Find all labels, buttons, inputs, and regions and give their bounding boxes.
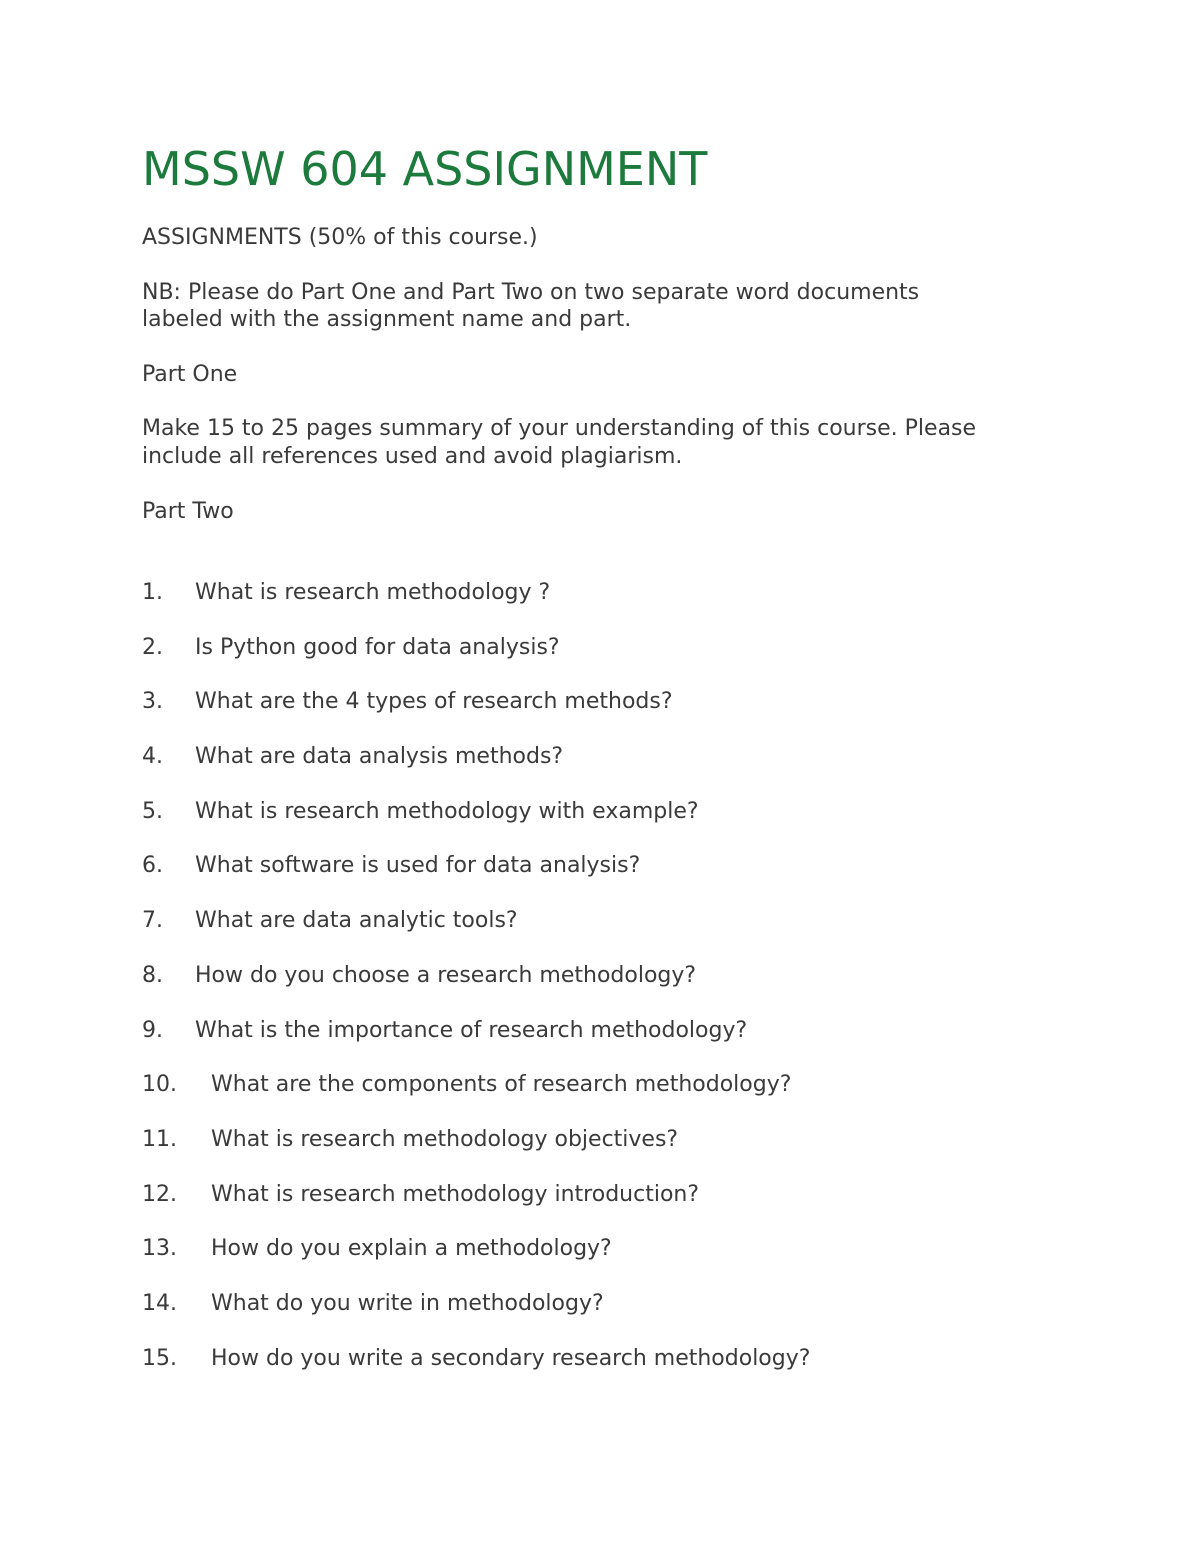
question-text: How do you write a secondary research methodology? [211, 1345, 811, 1371]
assignments-subtitle: ASSIGNMENTS (50% of this course.) [142, 225, 538, 250]
question-number: 10. [142, 1072, 177, 1098]
question-number: 5. [142, 798, 163, 824]
question-number: 9. [142, 1017, 163, 1043]
question-number: 2. [142, 634, 163, 660]
question-text: What do you write in methodology? [211, 1290, 604, 1316]
question-text: How do you explain a methodology? [211, 1236, 612, 1262]
question-number: 15. [142, 1345, 177, 1371]
question-text: What are data analysis methods? [195, 744, 564, 770]
question-number: 3. [142, 689, 163, 715]
question-text: What is research methodology ? [195, 580, 551, 605]
question-text: What is research methodology introduction? [211, 1181, 700, 1207]
question-text: What software is used for data analysis? [195, 853, 641, 879]
question-number: 6. [142, 853, 163, 879]
question-text: What are data analytic tools? [195, 908, 518, 934]
question-number: 8. [142, 962, 163, 988]
question-text: Is Python good for data analysis? [195, 634, 560, 660]
question-text: How do you choose a research methodology? [195, 962, 697, 988]
question-text: What is research methodology with example? [195, 798, 699, 824]
note-line-2: labeled with the assignment name and part. [142, 307, 632, 332]
part-two-heading: Part Two [142, 499, 234, 524]
question-number: 4. [142, 744, 163, 770]
question-number: 1. [142, 580, 163, 605]
part-one-line-2: include all references used and avoid plagiarism. [142, 444, 683, 469]
part-one-heading: Part One [142, 362, 238, 387]
question-number: 14. [142, 1290, 177, 1316]
question-text: What is the importance of research methodology? [195, 1017, 748, 1043]
question-text: What are the 4 types of research methods? [195, 689, 673, 715]
document-title: MSSW 604 ASSIGNMENT [142, 142, 708, 196]
question-number: 13. [142, 1236, 177, 1262]
question-number: 12. [142, 1181, 177, 1207]
note-line-1: NB: Please do Part One and Part Two on two separate word documents [142, 280, 920, 305]
part-one-line-1: Make 15 to 25 pages summary of your understanding of this course. Please [142, 416, 977, 441]
question-text: What are the components of research methodology? [211, 1072, 792, 1098]
question-number: 7. [142, 908, 163, 934]
question-number: 11. [142, 1126, 177, 1152]
question-text: What is research methodology objectives? [211, 1126, 679, 1152]
